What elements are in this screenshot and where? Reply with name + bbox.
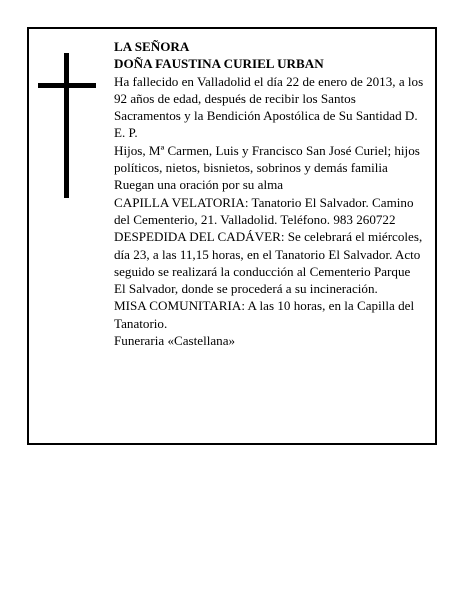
cross-icon [38,53,96,198]
farewell-details: DESPEDIDA DEL CADÁVER: Se celebrará el miércoles, día 23, a las 11,15 horas, en el Tanatorio El Salvador. Acto seguido se realizará la conducción al Cementerio Parque El Salvador, donde se procederá a su incineración. [114,229,423,297]
death-announcement: Ha fallecido en Valladolid el día 22 de enero de 2013, a los 92 años de edad, después de recibir los Santos Sacramentos y la Bendición Apostólica de Su Santidad D. E. P. [114,73,424,141]
notice-text [114,38,424,349]
family-list: Hijos, Mª Carmen, Luis y Francisco San José Curiel; hijos políticos, nietos, bisnietos, sobrinos y demás familia [114,142,420,176]
cross-vertical-bar [64,53,69,198]
mass-details: MISA COMUNITARIA: A las 10 horas, en la Capilla del Tanatorio. [114,298,415,331]
cross-horizontal-bar [38,83,96,88]
funeral-chapel: CAPILLA VELATORIA: Tanatorio El Salvador. Camino del Cementerio, 21. Valladolid. Teléfono. 983 260722 [114,194,414,227]
deceased-name: DOÑA FAUSTINA CURIEL URBAN [114,56,324,72]
prayer-request: Ruegan una oración por su alma [114,177,284,193]
notice-heading: LA SEÑORA [114,39,190,54]
funeral-home: Funeraria «Castellana» [114,333,236,349]
